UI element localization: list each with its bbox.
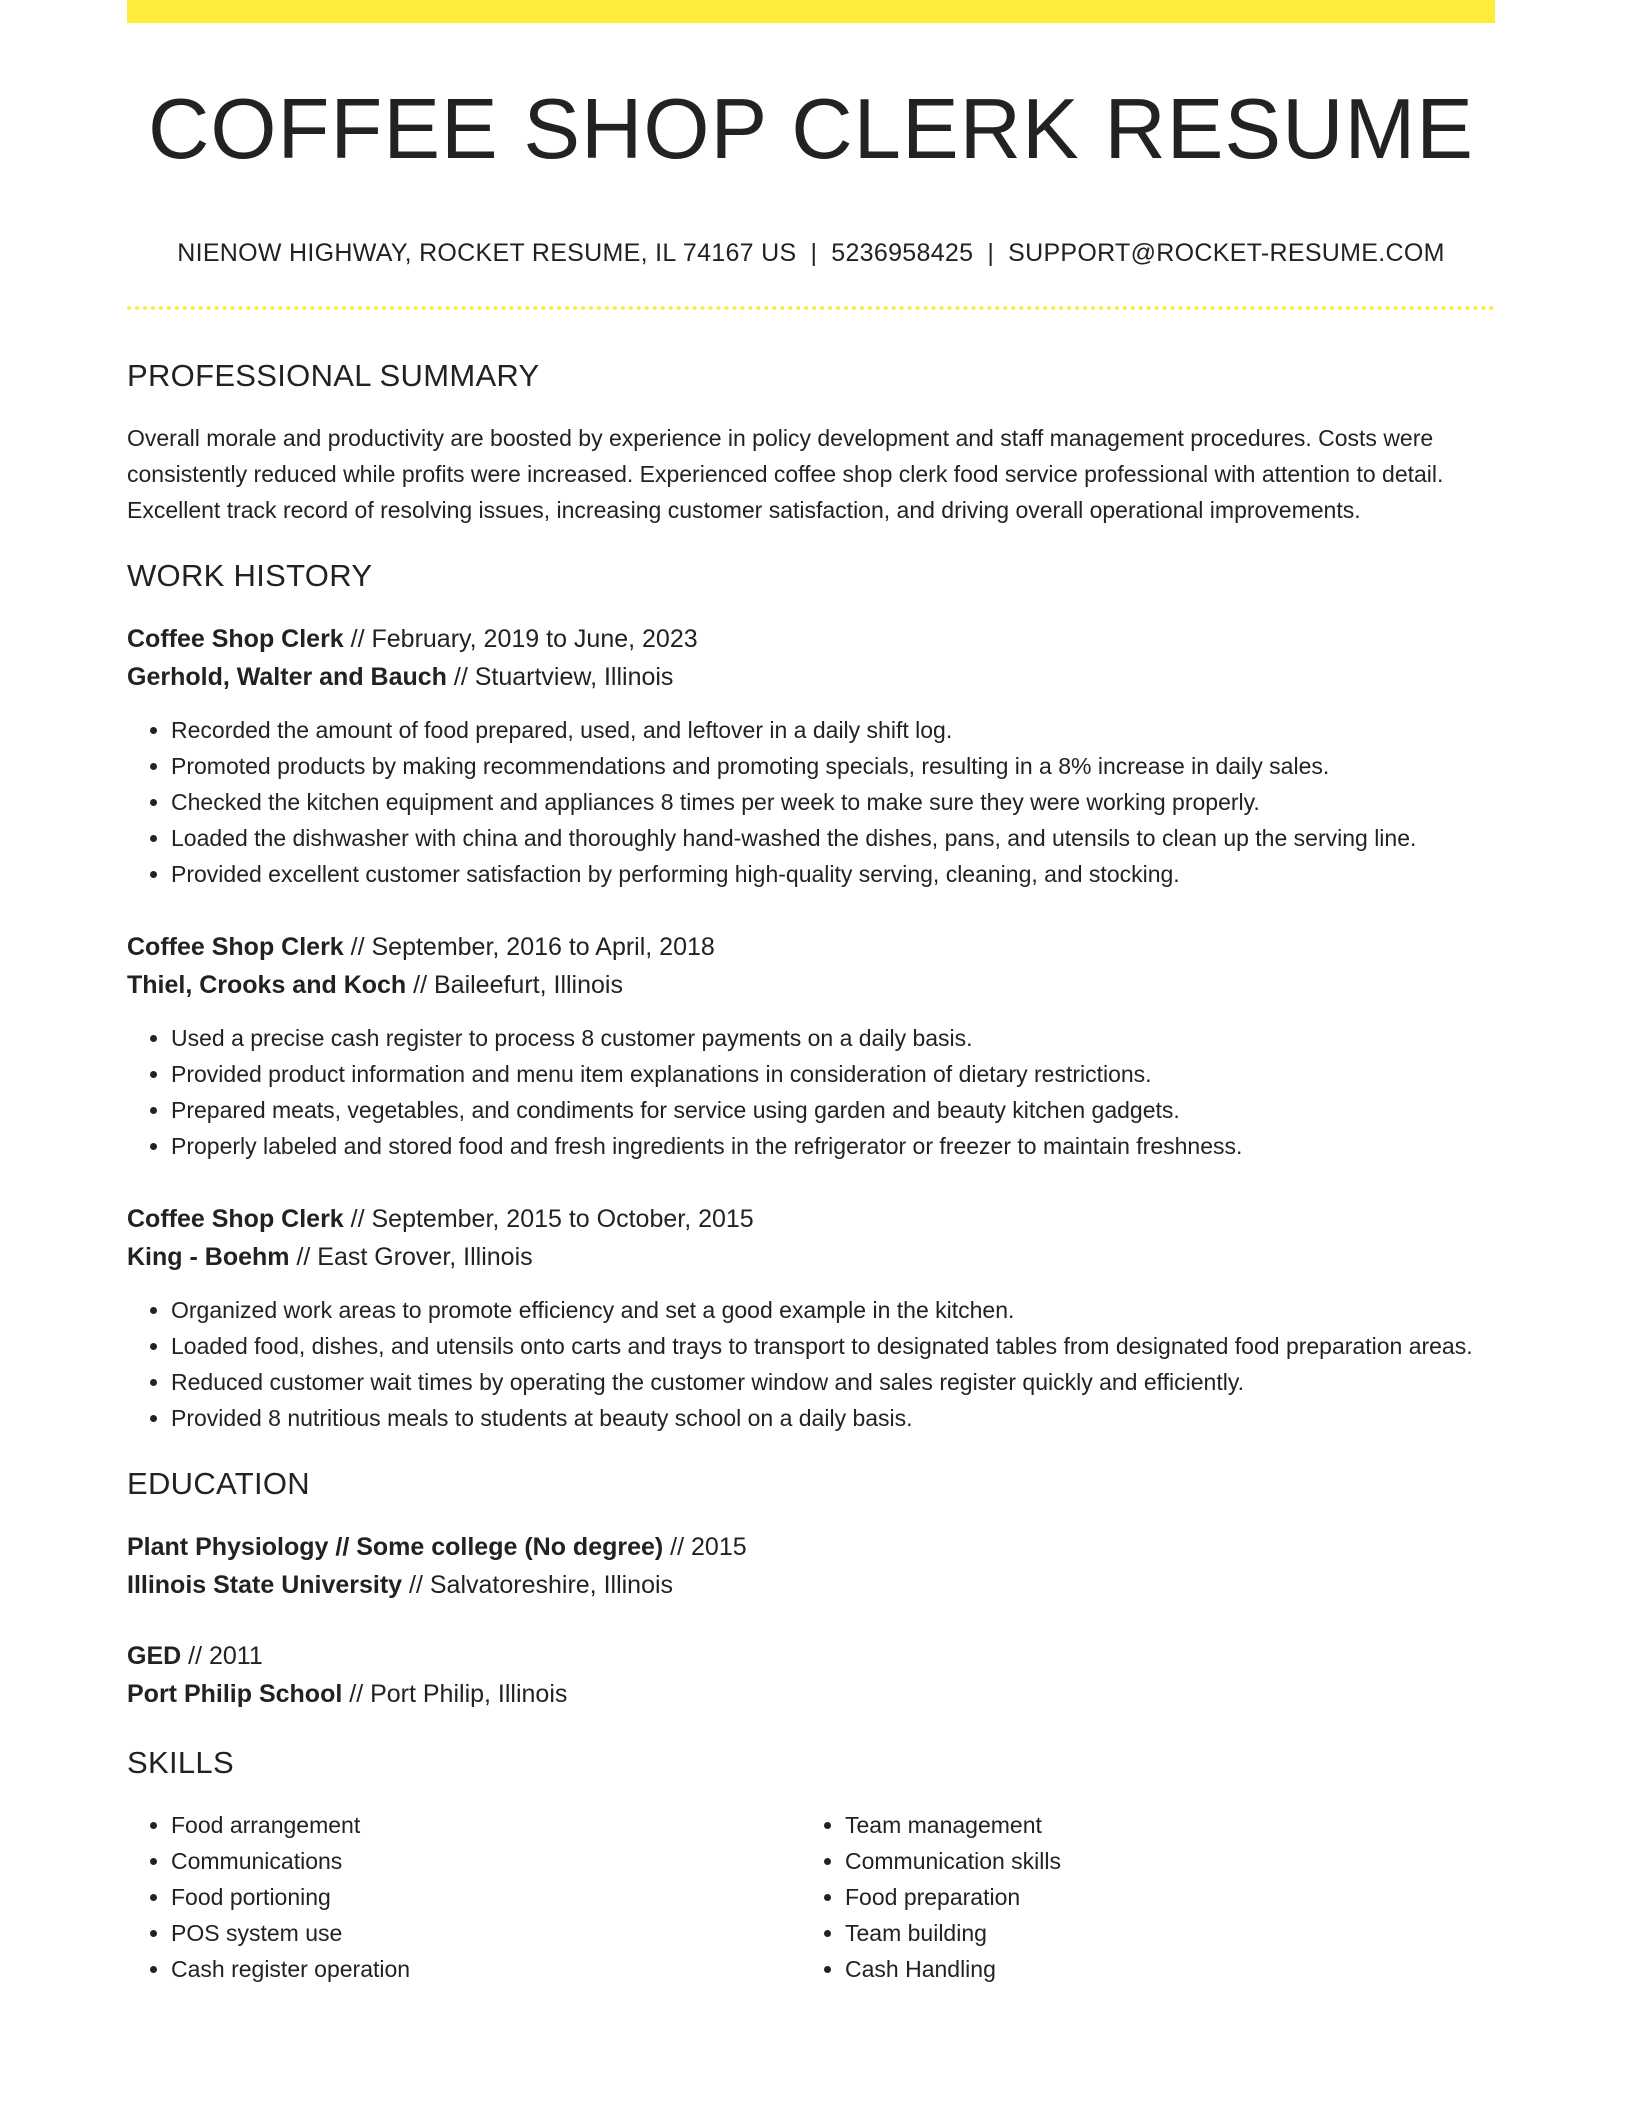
education-location: // Salvatoreshire, Illinois	[402, 1570, 674, 1599]
job-title-line	[127, 1200, 1495, 1238]
skill-item: • Team management	[845, 1807, 1475, 1843]
job-title: Coffee Shop Clerk	[127, 932, 344, 961]
job-company-line	[127, 1238, 1495, 1276]
contact-email: SUPPORT@ROCKET-RESUME.COM	[1008, 238, 1445, 267]
job-bullet: • Provided 8 nutritious meals to students at beauty school on a daily basis.	[171, 1400, 1495, 1436]
education-year: // 2015	[663, 1532, 747, 1561]
job-bullet: • Used a precise cash register to process 8 customer payments on a daily basis.	[171, 1020, 1495, 1056]
job-bullet: • Provided excellent customer satisfaction by performing high-quality serving, cleaning, and stocking.	[171, 856, 1495, 892]
education-school-line	[127, 1566, 1495, 1604]
education-location: // Port Philip, Illinois	[342, 1679, 568, 1708]
education-school: Illinois State University	[127, 1570, 403, 1599]
skill-item: • Communications	[171, 1843, 801, 1879]
job-title: Coffee Shop Clerk	[127, 624, 344, 653]
job-bullet: • Provided product information and menu item explanations in consideration of dietary restrictions.	[171, 1056, 1495, 1092]
skill-item: • Cash register operation	[171, 1951, 801, 1987]
job-bullet: • Properly labeled and stored food and fresh ingredients in the refrigerator or freezer to maintain freshness.	[171, 1128, 1495, 1164]
education-school: Port Philip School	[127, 1679, 343, 1708]
education-degree: GED	[127, 1641, 182, 1670]
job-dates: // February, 2019 to June, 2023	[343, 624, 698, 653]
dotted-divider	[127, 306, 1495, 310]
education-degree: Plant Physiology // Some college (No degree)	[127, 1532, 664, 1561]
job-bullet: • Reduced customer wait times by operating the customer window and sales register quickly and efficiently.	[171, 1364, 1495, 1400]
skill-item: • POS system use	[171, 1915, 801, 1951]
resume-page	[127, 0, 1495, 1987]
job-dates: // September, 2016 to April, 2018	[343, 932, 715, 961]
job-location: // Baileefurt, Illinois	[406, 970, 623, 999]
contact-separator: |	[987, 238, 995, 267]
skill-item: • Cash Handling	[845, 1951, 1475, 1987]
contact-line	[127, 239, 1495, 268]
job-company: King - Boehm	[127, 1242, 290, 1271]
contact-address: NIENOW HIGHWAY, ROCKET RESUME, IL 74167 US	[177, 238, 797, 267]
education-degree-line	[127, 1528, 1495, 1566]
summary-text: Overall morale and productivity are boosted by experience in policy development and staff management procedures. Costs were consistently reduced while profits were increased. Experienced coffee shop clerk food service professional with attention to detail. Excellent track record of resolving issues, increasing customer satisfaction, and driving overall operational improvements.	[127, 424, 1444, 523]
skill-item: • Communication skills	[845, 1843, 1475, 1879]
job-title-line	[127, 620, 1495, 658]
job-company: Gerhold, Walter and Bauch	[127, 662, 447, 691]
skills-list-right	[801, 1807, 1475, 1987]
job-bullet: • Prepared meats, vegetables, and condiments for service using garden and beauty kitchen gadgets.	[171, 1092, 1495, 1128]
skills-columns	[127, 1807, 1495, 1987]
skill-item: • Food preparation	[845, 1879, 1475, 1915]
job-bullet: • Loaded the dishwasher with china and thoroughly hand-washed the dishes, pans, and utensils to clean up the serving line.	[171, 820, 1495, 856]
resume-title: COFFEE SHOP CLERK RESUME	[147, 82, 1475, 177]
job-company-line	[127, 966, 1495, 1004]
job-bullet: • Checked the kitchen equipment and appliances 8 times per week to make sure they were working properly.	[171, 784, 1495, 820]
skill-item: • Team building	[845, 1915, 1475, 1951]
top-accent-bar	[127, 0, 1495, 23]
job-dates: // September, 2015 to October, 2015	[343, 1204, 754, 1233]
job-bullet: • Promoted products by making recommendations and promoting specials, resulting in a 8% increase in daily sales.	[171, 748, 1495, 784]
skill-item: • Food arrangement	[171, 1807, 801, 1843]
education-heading: EDUCATION	[127, 1465, 310, 1501]
contact-separator: |	[810, 238, 818, 267]
job-bullets	[127, 1292, 1495, 1436]
education-degree-line	[127, 1637, 1495, 1675]
job-entry	[127, 928, 1495, 1164]
skills-heading: SKILLS	[127, 1744, 234, 1780]
job-company-line	[127, 658, 1495, 696]
education-entry	[127, 1528, 1495, 1604]
job-bullets	[127, 1020, 1495, 1164]
job-entry	[127, 1200, 1495, 1436]
job-title: Coffee Shop Clerk	[127, 1204, 344, 1233]
contact-phone: 5236958425	[831, 238, 974, 267]
summary-heading: PROFESSIONAL SUMMARY	[127, 357, 540, 393]
job-bullet: • Recorded the amount of food prepared, used, and leftover in a daily shift log.	[171, 712, 1495, 748]
skills-list-left	[127, 1807, 801, 1987]
education-entry	[127, 1637, 1495, 1713]
job-bullet: • Organized work areas to promote efficiency and set a good example in the kitchen.	[171, 1292, 1495, 1328]
job-entry	[127, 620, 1495, 892]
job-location: // Stuartview, Illinois	[446, 662, 674, 691]
education-year: // 2011	[181, 1641, 263, 1670]
job-bullet: • Loaded food, dishes, and utensils onto carts and trays to transport to designated tables from designated food preparation areas.	[171, 1328, 1495, 1364]
education-school-line	[127, 1675, 1495, 1713]
job-location: // East Grover, Illinois	[289, 1242, 533, 1271]
job-company: Thiel, Crooks and Koch	[127, 970, 407, 999]
skill-item: • Food portioning	[171, 1879, 801, 1915]
job-title-line	[127, 928, 1495, 966]
job-bullets	[127, 712, 1495, 892]
work-history-heading: WORK HISTORY	[127, 557, 373, 593]
